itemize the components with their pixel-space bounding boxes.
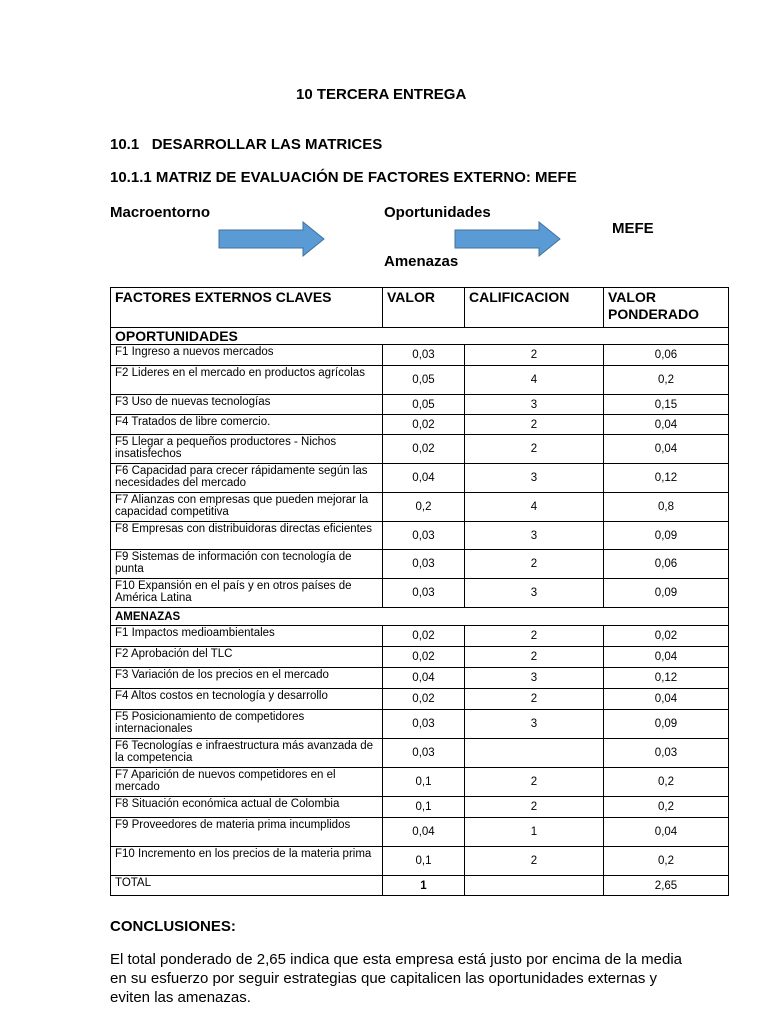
valor-cell: 0,03 bbox=[383, 739, 465, 768]
valor-cell: 0,04 bbox=[383, 668, 465, 689]
ponderado-cell: 0,2 bbox=[604, 366, 729, 395]
conclusions-heading: CONCLUSIONES: bbox=[110, 918, 236, 935]
total-label: TOTAL bbox=[111, 876, 383, 896]
factor-cell: F4 Tratados de libre comercio. bbox=[111, 415, 383, 435]
valor-cell: 0,03 bbox=[383, 579, 465, 608]
calificacion-cell: 2 bbox=[465, 797, 604, 818]
table-row bbox=[111, 847, 729, 876]
factor-cell: F3 Variación de los precios en el mercado bbox=[111, 668, 383, 689]
header-factores: FACTORES EXTERNOS CLAVES bbox=[111, 288, 383, 328]
factor-cell: F6 Tecnologías e infraestructura más avanzada de la competencia bbox=[111, 739, 383, 768]
ponderado-cell: 0,04 bbox=[604, 647, 729, 668]
ponderado-cell: 0,06 bbox=[604, 550, 729, 579]
valor-cell: 0,03 bbox=[383, 522, 465, 550]
table-row bbox=[111, 464, 729, 493]
factor-cell: F2 Aprobación del TLC bbox=[111, 647, 383, 668]
table-row bbox=[111, 689, 729, 710]
ponderado-cell: 0,06 bbox=[604, 345, 729, 366]
table-row bbox=[111, 668, 729, 689]
header-valor: VALOR bbox=[383, 288, 465, 328]
valor-cell: 0,03 bbox=[383, 550, 465, 579]
table-row bbox=[111, 710, 729, 739]
table-row bbox=[111, 797, 729, 818]
total-ponderado: 2,65 bbox=[604, 876, 729, 896]
table-row bbox=[111, 550, 729, 579]
ponderado-cell: 0,09 bbox=[604, 522, 729, 550]
calificacion-cell: 2 bbox=[465, 415, 604, 435]
ponderado-cell: 0,03 bbox=[604, 739, 729, 768]
factor-cell: F8 Empresas con distribuidoras directas eficientes bbox=[111, 522, 383, 550]
valor-cell: 0,02 bbox=[383, 626, 465, 647]
calificacion-cell: 2 bbox=[465, 626, 604, 647]
calificacion-cell: 2 bbox=[465, 435, 604, 464]
factor-cell: F9 Sistemas de información con tecnología de punta bbox=[111, 550, 383, 579]
total-calificacion bbox=[465, 876, 604, 896]
valor-cell: 0,1 bbox=[383, 847, 465, 876]
table-row bbox=[111, 493, 729, 522]
flow-label-oportunidades: Oportunidades bbox=[384, 204, 491, 221]
valor-cell: 0,02 bbox=[383, 415, 465, 435]
ponderado-cell: 0,09 bbox=[604, 710, 729, 739]
ponderado-cell: 0,04 bbox=[604, 818, 729, 847]
factor-cell: F5 Llegar a pequeños productores - Nichos insatisfechos bbox=[111, 435, 383, 464]
table-row bbox=[111, 415, 729, 435]
valor-cell: 0,05 bbox=[383, 395, 465, 415]
valor-cell: 0,04 bbox=[383, 464, 465, 493]
factor-cell: F10 Incremento en los precios de la materia prima bbox=[111, 847, 383, 876]
table-row bbox=[111, 366, 729, 395]
ponderado-cell: 0,2 bbox=[604, 847, 729, 876]
factor-cell: F9 Proveedores de materia prima incumplidos bbox=[111, 818, 383, 847]
header-calificacion: CALIFICACION bbox=[465, 288, 604, 328]
arrow-right-icon bbox=[454, 221, 562, 257]
table-row bbox=[111, 395, 729, 415]
ponderado-cell: 0,02 bbox=[604, 626, 729, 647]
factor-cell: F4 Altos costos en tecnología y desarrollo bbox=[111, 689, 383, 710]
calificacion-cell: 2 bbox=[465, 550, 604, 579]
calificacion-cell: 2 bbox=[465, 345, 604, 366]
calificacion-cell: 3 bbox=[465, 522, 604, 550]
valor-cell: 0,1 bbox=[383, 797, 465, 818]
calificacion-cell: 3 bbox=[465, 579, 604, 608]
valor-cell: 0,02 bbox=[383, 435, 465, 464]
calificacion-cell: 3 bbox=[465, 668, 604, 689]
calificacion-cell: 2 bbox=[465, 689, 604, 710]
ponderado-cell: 0,2 bbox=[604, 768, 729, 797]
total-valor: 1 bbox=[383, 876, 465, 896]
calificacion-cell: 2 bbox=[465, 768, 604, 797]
factor-cell: F2 Lideres en el mercado en productos agrícolas bbox=[111, 366, 383, 395]
table-row bbox=[111, 739, 729, 768]
arrow-right-icon bbox=[218, 221, 326, 257]
calificacion-cell: 2 bbox=[465, 847, 604, 876]
section-row-amenazas bbox=[111, 608, 729, 626]
factor-cell: F8 Situación económica actual de Colombia bbox=[111, 797, 383, 818]
factor-cell: F7 Aparición de nuevos competidores en el mercado bbox=[111, 768, 383, 797]
factor-cell: F3 Uso de nuevas tecnologías bbox=[111, 395, 383, 415]
ponderado-cell: 0,04 bbox=[604, 415, 729, 435]
ponderado-cell: 0,2 bbox=[604, 797, 729, 818]
calificacion-cell: 1 bbox=[465, 818, 604, 847]
factor-cell: F1 Impactos medioambientales bbox=[111, 626, 383, 647]
table-row bbox=[111, 647, 729, 668]
conclusions-text: El total ponderado de 2,65 indica que esta empresa está justo por encima de la media en su esfuerzo por seguir estrategias que capitalicen las oportunidades externas y eviten las amenazas. bbox=[110, 951, 683, 1006]
calificacion-cell: 4 bbox=[465, 366, 604, 395]
valor-cell: 0,03 bbox=[383, 345, 465, 366]
flow-label-amenazas: Amenazas bbox=[384, 253, 459, 270]
valor-cell: 0,02 bbox=[383, 647, 465, 668]
ponderado-cell: 0,12 bbox=[604, 668, 729, 689]
mefe-table bbox=[110, 287, 729, 896]
table-row bbox=[111, 345, 729, 366]
table-row bbox=[111, 818, 729, 847]
valor-cell: 0,02 bbox=[383, 689, 465, 710]
table-header-row bbox=[111, 288, 729, 328]
calificacion-cell: 3 bbox=[465, 395, 604, 415]
calificacion-cell: 3 bbox=[465, 710, 604, 739]
calificacion-cell bbox=[465, 739, 604, 768]
table-row bbox=[111, 626, 729, 647]
valor-cell: 0,2 bbox=[383, 493, 465, 522]
table-row bbox=[111, 579, 729, 608]
flow-label-mefe: MEFE bbox=[612, 220, 654, 237]
calificacion-cell: 3 bbox=[465, 464, 604, 493]
valor-cell: 0,03 bbox=[383, 710, 465, 739]
table-row bbox=[111, 435, 729, 464]
section-row-oportunidades bbox=[111, 328, 729, 345]
ponderado-cell: 0,8 bbox=[604, 493, 729, 522]
factor-cell: F6 Capacidad para crecer rápidamente según las necesidades del mercado bbox=[111, 464, 383, 493]
valor-cell: 0,1 bbox=[383, 768, 465, 797]
ponderado-cell: 0,09 bbox=[604, 579, 729, 608]
factor-cell: F7 Alianzas con empresas que pueden mejorar la capacidad competitiva bbox=[111, 493, 383, 522]
valor-cell: 0,05 bbox=[383, 366, 465, 395]
header-valor-ponderado: VALOR PONDERADO bbox=[604, 288, 729, 328]
oportunidades-label: OPORTUNIDADES bbox=[111, 328, 729, 345]
total-row bbox=[111, 876, 729, 896]
document-title: 10 TERCERA ENTREGA bbox=[296, 86, 467, 103]
ponderado-cell: 0,15 bbox=[604, 395, 729, 415]
table-row bbox=[111, 768, 729, 797]
subsection-heading: 10.1.1 MATRIZ DE EVALUACIÓN DE FACTORES EXTERNO: MEFE bbox=[110, 169, 577, 186]
section-heading: 10.1 DESARROLLAR LAS MATRICES bbox=[110, 136, 383, 153]
ponderado-cell: 0,04 bbox=[604, 689, 729, 710]
ponderado-cell: 0,04 bbox=[604, 435, 729, 464]
ponderado-cell: 0,12 bbox=[604, 464, 729, 493]
valor-cell: 0,04 bbox=[383, 818, 465, 847]
flow-label-macroentorno: Macroentorno bbox=[110, 204, 211, 221]
calificacion-cell: 4 bbox=[465, 493, 604, 522]
factor-cell: F5 Posicionamiento de competidores internacionales bbox=[111, 710, 383, 739]
calificacion-cell: 2 bbox=[465, 647, 604, 668]
table-row bbox=[111, 522, 729, 550]
factor-cell: F10 Expansión en el país y en otros países de América Latina bbox=[111, 579, 383, 608]
amenazas-label: AMENAZAS bbox=[111, 608, 729, 626]
factor-cell: F1 Ingreso a nuevos mercados bbox=[111, 345, 383, 366]
